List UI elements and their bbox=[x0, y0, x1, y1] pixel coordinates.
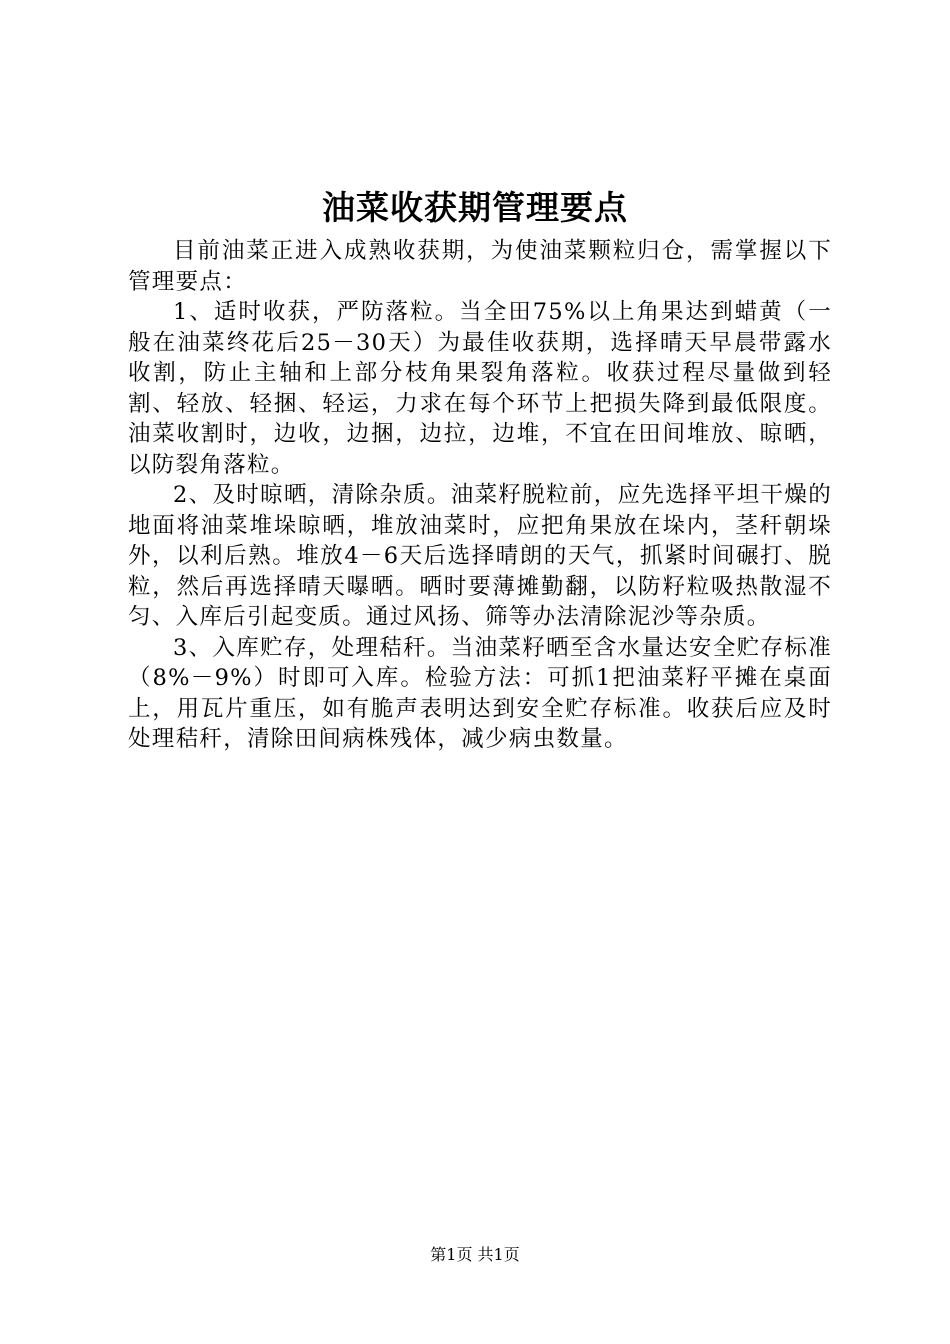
document-body bbox=[128, 236, 832, 755]
document-title: 油菜收获期管理要点 bbox=[322, 188, 628, 227]
intro-paragraph: 目前油菜正进入成熟收获期，为使油菜颗粒归仓，需掌握以下管理要点： bbox=[128, 238, 832, 295]
paragraph-storage: 3、入库贮存，处理秸秆。当油菜籽晒至含水量达安全贮存标准（8%－9%）时即可入库。检验方法：可抓1把油菜籽平摊在桌面上，用瓦片重压，如有脆声表明达到安全贮存标准。收获后应及时处理秸秆，清除田间病株残体，减少病虫数量。 bbox=[128, 634, 832, 752]
page-number-footer: 第1页 共1页 bbox=[430, 1245, 520, 1264]
paragraph-drying: 2、及时晾晒，清除杂质。油菜籽脱粒前，应先选择平坦干燥的地面将油菜堆垛晾晒，堆放油菜时，应把角果放在垛内，茎秆朝垛外，以利后熟。堆放4－6天后选择晴朗的天气，抓紧时间碾打、脱粒，然后再选择晴天曝晒。晒时要薄摊勤翻，以防籽粒吸热散湿不匀、入库后引起变质。通过风扬、筛等办法清除泥沙等杂质。 bbox=[128, 482, 832, 630]
paragraph-harvest-timing: 1、适时收获，严防落粒。当全田75%以上角果达到蜡黄（一般在油菜终花后25－30天）为最佳收获期，选择晴天早晨带露水收割，防止主轴和上部分枝角果裂角落粒。收获过程尽量做到轻割、轻放、轻捆、轻运，力求在每个环节上把损失降到最低限度。油菜收割时，边收，边捆，边拉，边堆，不宜在田间堆放、晾晒，以防裂角落粒。 bbox=[128, 299, 832, 478]
